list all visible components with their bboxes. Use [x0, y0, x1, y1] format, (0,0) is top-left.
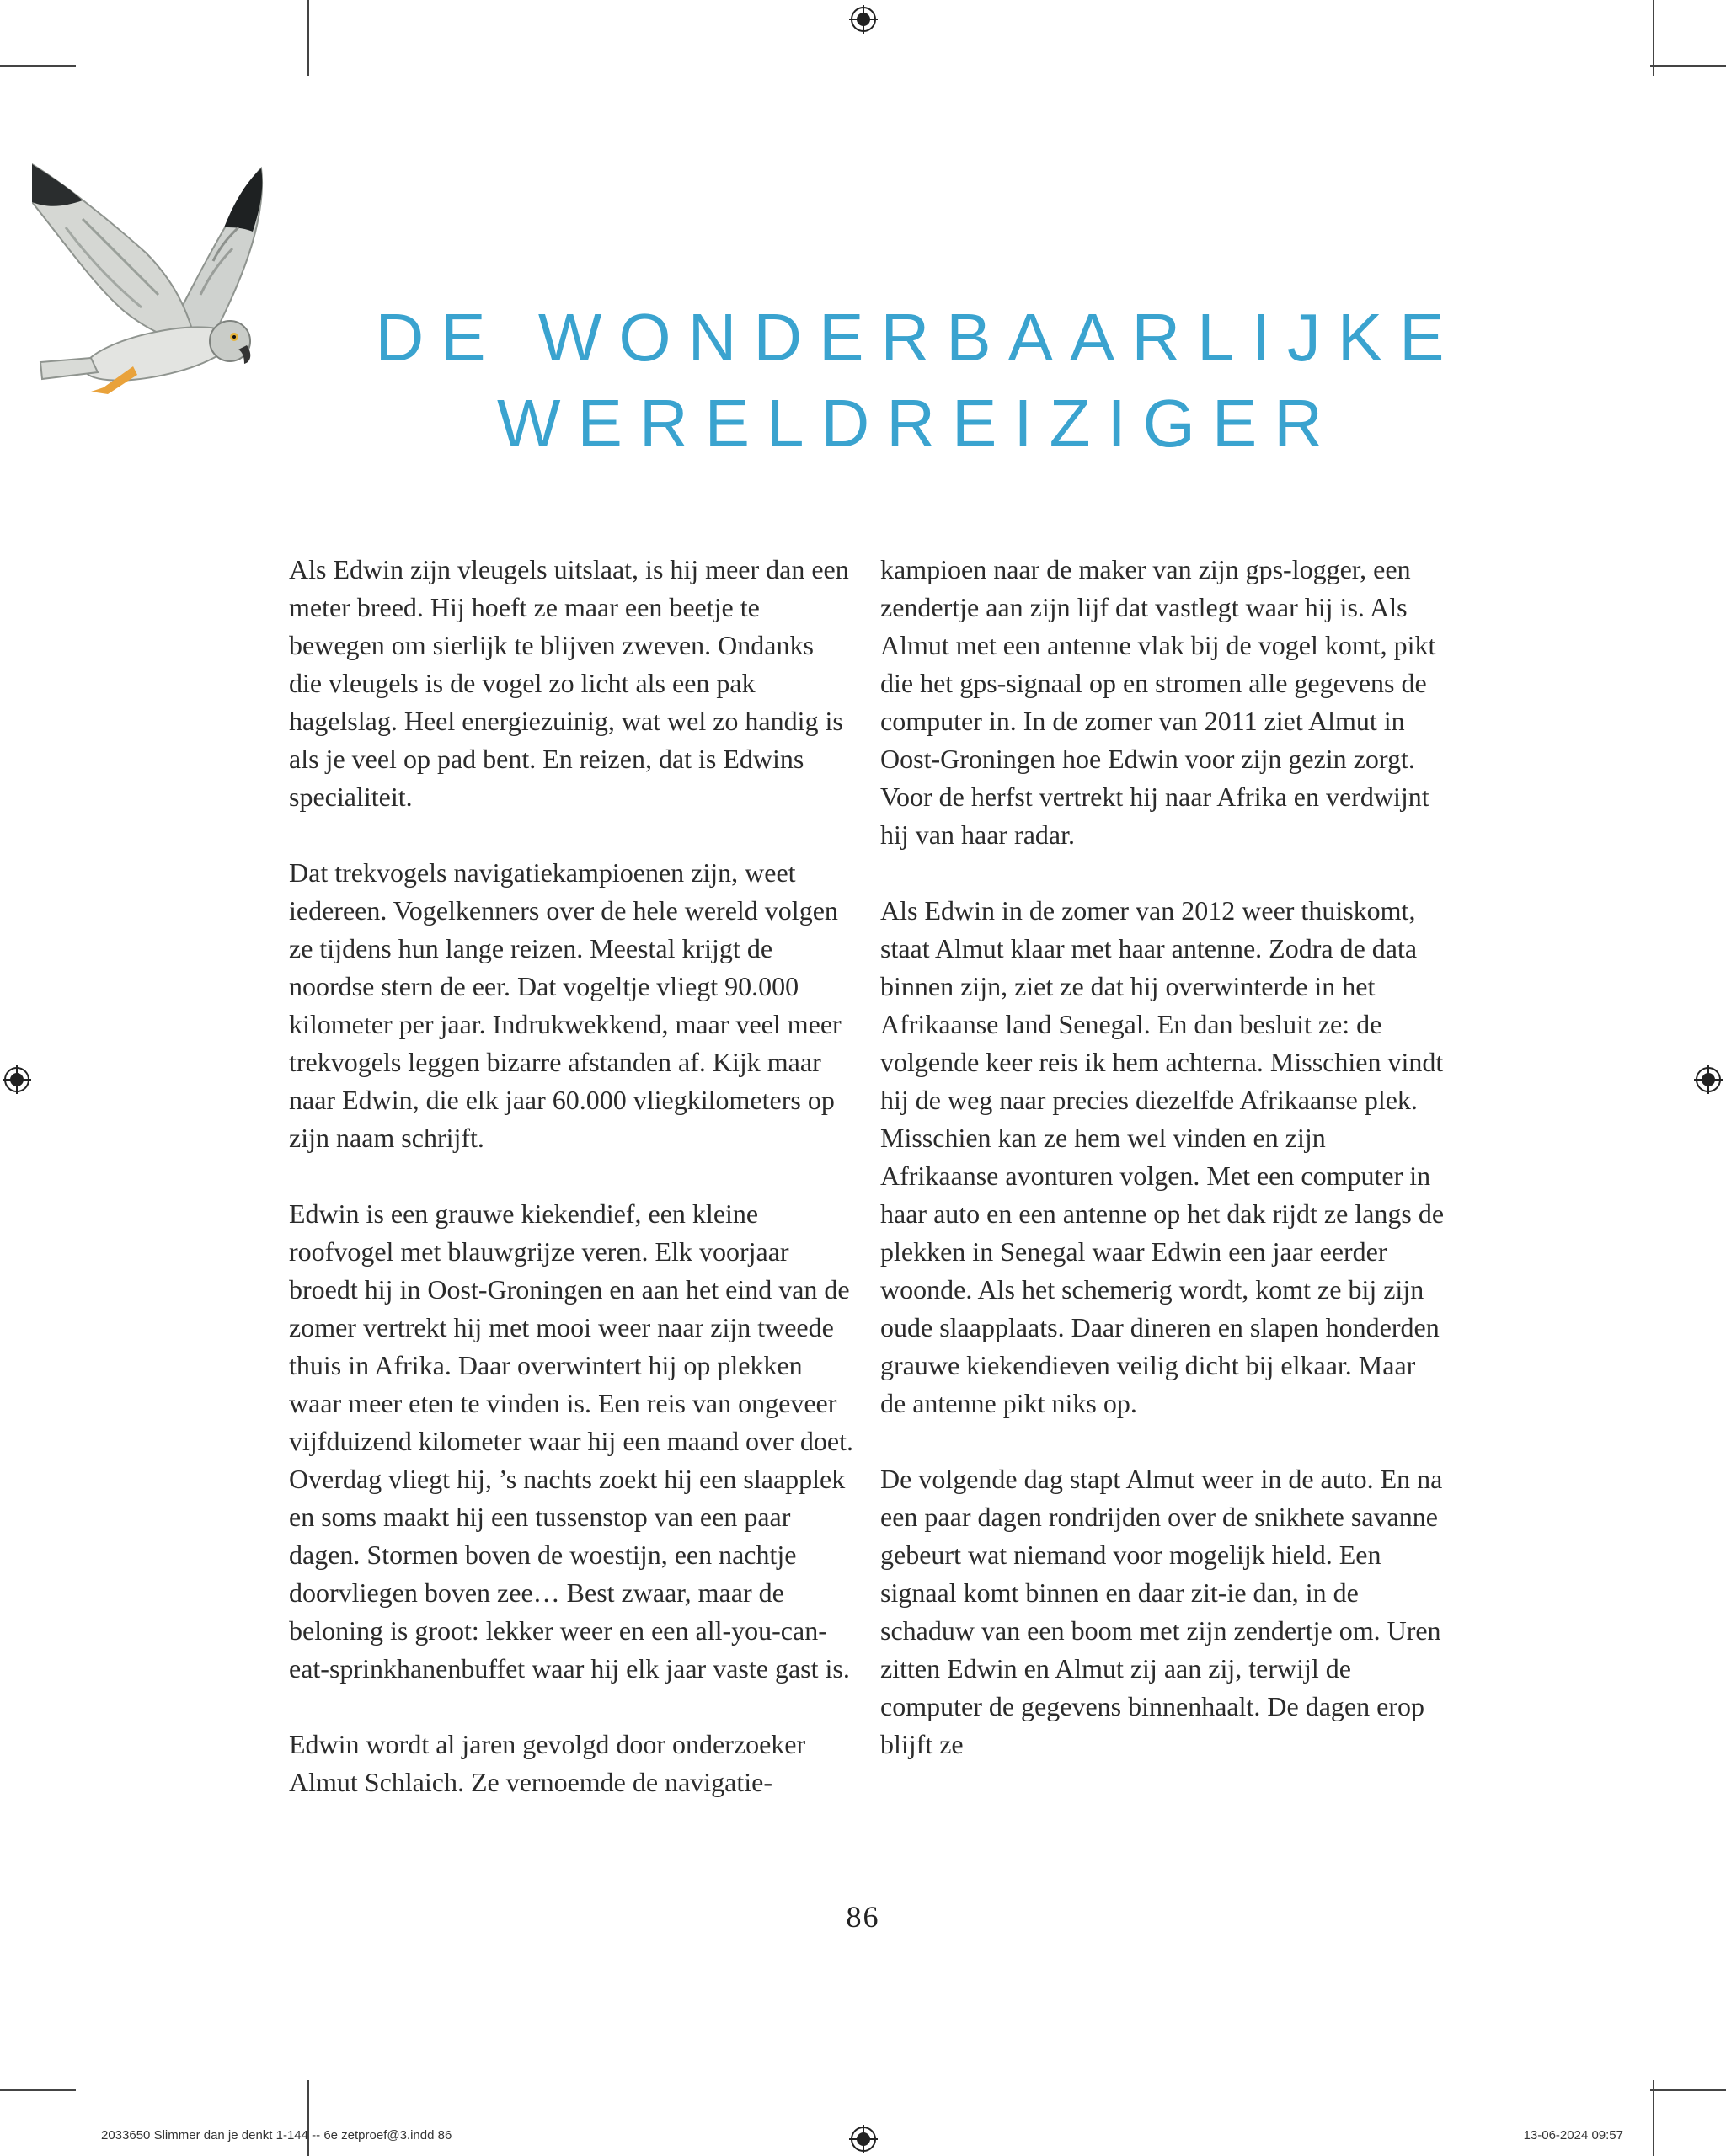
title-line-2: WERELDREIZIGER [496, 386, 1340, 461]
slug-file-info: 2033650 Slimmer dan je denkt 1-144 -- 6e zetproef@3.indd 86 [101, 2128, 452, 2143]
crop-mark [307, 2080, 309, 2156]
crop-mark [0, 2089, 76, 2091]
paragraph: Dat trekvogels navigatiekampioenen zijn, weet iedereen. Vogelkenners over de hele wereld volgen ze tijdens hun lange reizen. Meestal krijgt de noordse stern de eer. Dat vogeltje vliegt 90.000 kilometer per jaar. Indrukwekkend, maar veel meer trekvogels leggen bizarre afstanden af. Kijk maar naar Edwin, die elk jaar 60.000 vliegkilometers op zijn naam schrijft. [289, 857, 842, 1153]
crop-mark [1653, 2080, 1654, 2156]
crop-mark [307, 0, 309, 76]
paragraph: Edwin wordt al jaren gevolgd door onderzoeker Almut Schlaich. Ze vernoemde de navigatie- [289, 1729, 806, 1797]
hen-harrier-illustration [32, 101, 310, 438]
crop-mark [1650, 2089, 1726, 2091]
registration-mark-icon [849, 2125, 878, 2153]
title-line-1: DE WONDERBAARLIJKE [375, 300, 1461, 375]
page-title [371, 295, 1466, 467]
paragraph: Als Edwin in de zomer van 2012 weer thuiskomt, staat Almut klaar met haar antenne. Zodra de data binnen zijn, ziet ze dat hij overwinterde in het Afrikaanse land Senegal. En dan besluit ze: de volgende keer reis ik hem achterna. Misschien vindt hij de weg naar precies diezelfde Afrikaanse plek. Misschien kan ze hem wel vinden en zijn Afrikaanse avonturen volgen. Met een computer in haar auto en een antenne op het dak rijdt ze langs de plekken in Senegal waar Edwin een jaar eerder woonde. Als het schemerig wordt, komt ze bij zijn oude slaapplaats. Daar dineren en slapen honderden grauwe kiekendieven veilig dicht bij elkaar. Maar de antenne pikt niks op. [880, 895, 1445, 1418]
slug-date: 13-06-2024 09:57 [1523, 2128, 1623, 2143]
registration-mark-icon [3, 1065, 31, 1094]
registration-mark-icon [849, 5, 878, 34]
right-text-column [880, 551, 1445, 1764]
crop-mark [1650, 65, 1726, 67]
crop-mark [0, 65, 76, 67]
paragraph: De volgende dag stapt Almut weer in de auto. En na een paar dagen rondrijden over de snikhete savanne gebeurt wat niemand voor mogelijk hield. Een signaal komt binnen en daar zit-ie dan, in de schaduw van een boom met zijn zendertje om. Uren zitten Edwin en Almut zij aan zij, terwijl de computer de gegevens binnenhaalt. De dagen erop blijft ze [880, 1464, 1443, 1759]
page-number: 86 [846, 1900, 880, 1934]
paragraph: Als Edwin zijn vleugels uitslaat, is hij meer dan een meter breed. Hij hoeft ze maar een beetje te bewegen om sierlijk te blijven zweven. Ondanks die vleugels is de vogel zo licht als een pak hagelslag. Heel energiezuinig, wat wel zo handig is als je veel op pad bent. En reizen, dat is Edwins specialiteit. [289, 554, 849, 812]
registration-mark-icon [1694, 1065, 1723, 1094]
paragraph: kampioen naar de maker van zijn gps-logger, een zendertje aan zijn lijf dat vastlegt waar hij is. Als Almut met een antenne vlak bij de vogel komt, pikt die het gps-signaal op en stromen alle gegevens de computer in. In de zomer van 2011 ziet Almut in Oost-Groningen hoe Edwin voor zijn gezin zorgt. Voor de herfst vertrekt hij naar Afrika en verdwijnt hij van haar radar. [880, 554, 1436, 850]
paragraph: Edwin is een grauwe kiekendief, een kleine roofvogel met blauwgrijze veren. Elk voorjaar broedt hij in Oost-Groningen en aan het eind van de zomer vertrekt hij met mooi weer naar zijn tweede thuis in Afrika. Daar overwintert hij op plekken waar meer eten te vinden is. Een reis van ongeveer vijfduizend kilometer waar hij een maand over doet. Overdag vliegt hij, ’s nachts zoekt hij een slaapplek en soms maakt hij een tussenstop van een paar dagen. Stormen boven de woestijn, een nachtje doorvliegen boven zee… Best zwaar, maar de beloning is groot: lekker weer en een all-you-can-eat-sprinkhanenbuffet waar hij elk jaar vaste gast is. [289, 1198, 853, 1684]
left-text-column [289, 551, 853, 1801]
